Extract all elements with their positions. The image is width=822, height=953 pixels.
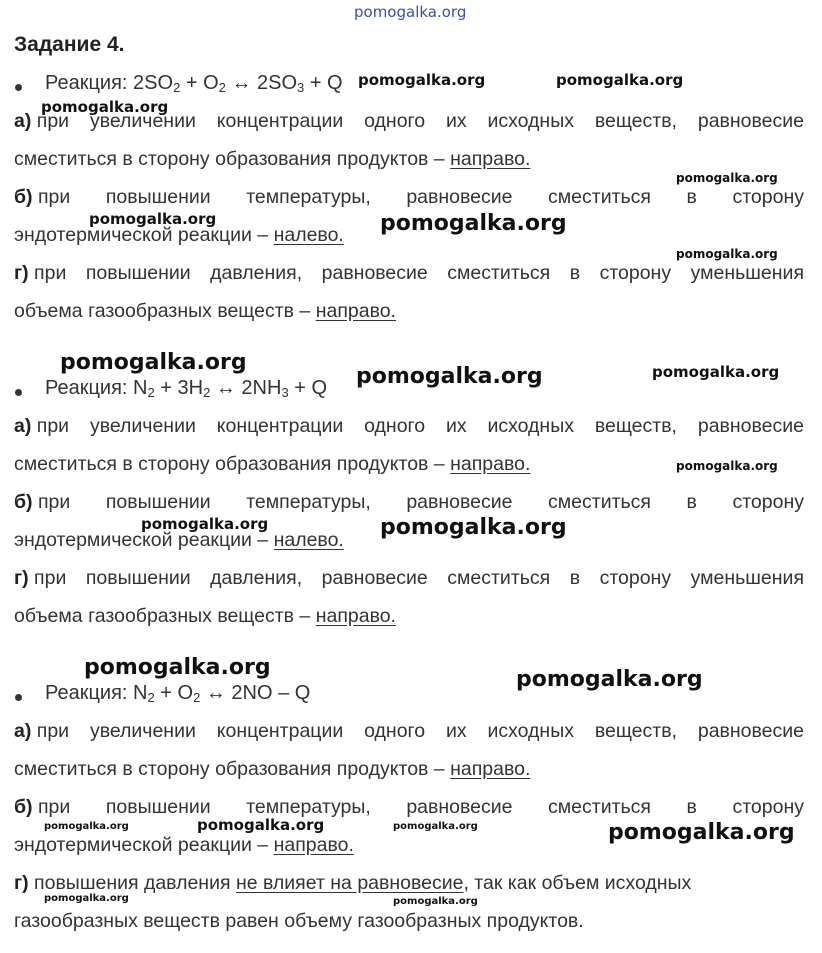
watermark: pomogalka.org	[380, 211, 567, 236]
word: в	[569, 262, 581, 284]
item-label: г)	[14, 872, 29, 894]
word: повышении	[105, 491, 211, 513]
item-label-group	[14, 567, 66, 590]
word: при	[34, 262, 67, 284]
word: сместиться	[548, 796, 651, 818]
text: газообразных веществ равен объему газообразных продуктов.	[14, 910, 584, 932]
word: уменьшения	[690, 567, 804, 589]
answer: налево.	[273, 529, 344, 551]
text: эндотермической реакции –	[14, 529, 269, 551]
text: повышения давления	[34, 872, 231, 894]
watermark: pomogalka.org	[652, 363, 780, 381]
word: сместиться	[447, 262, 551, 284]
word: сторону	[599, 567, 672, 589]
watermark: pomogalka.org	[676, 459, 778, 473]
text: сместиться в сторону образования продуктов –	[14, 453, 445, 475]
word: сместиться	[548, 186, 651, 208]
watermark: pomogalka.org	[60, 350, 247, 375]
watermark: pomogalka.org	[141, 515, 269, 533]
word: их	[445, 720, 467, 742]
item-g-line1	[14, 872, 804, 895]
item-a-line1	[14, 415, 804, 438]
answer: направо.	[315, 300, 396, 322]
word: при	[37, 186, 71, 208]
reaction-equation	[45, 682, 310, 705]
word: веществ,	[594, 720, 677, 742]
word: повышении	[105, 186, 211, 208]
word: равновесие	[321, 262, 428, 284]
watermark: pomogalka.org	[89, 210, 217, 228]
answer: налево.	[273, 224, 344, 246]
text: сместиться в сторону образования продуктов –	[14, 758, 445, 780]
answer: направо.	[273, 834, 354, 856]
watermark: pomogalka.org	[393, 821, 478, 832]
watermark: pomogalka.org	[356, 364, 543, 389]
word: в	[686, 186, 697, 208]
word: при	[37, 796, 71, 818]
item-a-line2	[14, 148, 804, 171]
word: давления,	[210, 567, 303, 589]
watermark: pomogalka.org	[393, 896, 478, 907]
item-g-line2	[14, 605, 804, 628]
item-label: а)	[14, 110, 32, 132]
item-g-line1	[14, 567, 804, 590]
item-g-line2	[14, 300, 804, 323]
word: равновесие	[321, 567, 428, 589]
text: эндотермической реакции –	[14, 224, 269, 246]
word: одного	[364, 415, 426, 437]
word: равновесие	[697, 110, 804, 132]
item-label: а)	[14, 720, 32, 742]
item-label: б)	[14, 186, 33, 208]
item-label-group	[14, 796, 70, 819]
word: температуры,	[246, 796, 371, 818]
word: равновесие	[697, 415, 804, 437]
task-title: Задание 4.	[14, 33, 125, 56]
answer: направо.	[315, 605, 396, 627]
word: веществ,	[594, 415, 677, 437]
word: при	[36, 110, 70, 132]
word: равновесие	[406, 491, 513, 513]
answer: направо.	[450, 758, 531, 780]
reaction-equation	[45, 377, 327, 400]
reaction-equation	[45, 72, 343, 95]
word: в	[569, 567, 581, 589]
text: объема газообразных веществ –	[14, 300, 311, 322]
word: в	[686, 491, 697, 513]
watermark: pomogalka.org	[676, 247, 778, 261]
word: повышении	[105, 796, 211, 818]
word: исходных	[487, 415, 574, 437]
word: сместиться	[548, 491, 651, 513]
answer: не влияет на равновесие	[235, 872, 464, 894]
watermark-top: pomogalka.org	[354, 3, 467, 21]
reaction-prefix: Реакция:	[45, 682, 134, 704]
item-label: б)	[14, 796, 33, 818]
answer: направо.	[450, 148, 531, 170]
item-b-line1	[14, 796, 804, 819]
item-label-group	[14, 720, 69, 743]
word: повышении	[85, 567, 191, 589]
word: в	[686, 796, 697, 818]
watermark: pomogalka.org	[608, 820, 795, 845]
word: сторону	[732, 186, 804, 208]
word: повышении	[85, 262, 191, 284]
reaction-formula: $N_2 + O_2$ ↔ 2NO – Q	[133, 682, 311, 705]
word: при	[34, 567, 67, 589]
word: при	[36, 720, 70, 742]
watermark: pomogalka.org	[676, 171, 778, 185]
text: объема газообразных веществ –	[14, 605, 311, 627]
watermark: pomogalka.org	[41, 98, 169, 116]
item-label: а)	[14, 415, 32, 437]
watermark: pomogalka.org	[84, 655, 271, 680]
word: увеличении	[89, 110, 196, 132]
text: , так как объем исходных	[463, 872, 692, 894]
word: увеличении	[89, 415, 196, 437]
bullet-dot	[15, 84, 22, 91]
item-b-line1	[14, 186, 804, 209]
item-a-line2	[14, 758, 804, 781]
word: концентрации	[216, 110, 344, 132]
item-label: г)	[14, 567, 29, 589]
word: уменьшения	[690, 262, 804, 284]
reaction-formula: $2SO_2 + O_2$ ↔ $2SO_3 + Q$	[133, 72, 343, 95]
word: концентрации	[216, 415, 344, 437]
reaction-prefix: Реакция:	[45, 377, 134, 399]
word: одного	[364, 110, 426, 132]
word: температуры,	[246, 186, 371, 208]
text: сместиться в сторону образования продуктов –	[14, 148, 445, 170]
word: равновесие	[406, 796, 513, 818]
word: равновесие	[406, 186, 513, 208]
word: одного	[364, 720, 426, 742]
watermark: pomogalka.org	[44, 893, 129, 904]
reaction-formula: $N_2 + 3H_2$ ↔ $2NH_3 + Q$	[133, 377, 328, 400]
item-label-group	[14, 186, 70, 209]
word: сместиться	[447, 567, 551, 589]
item-label-group	[14, 262, 66, 285]
word: сторону	[599, 262, 672, 284]
word: исходных	[487, 110, 574, 132]
watermark: pomogalka.org	[197, 816, 325, 834]
item-label: б)	[14, 491, 33, 513]
word: температуры,	[246, 491, 371, 513]
bullet-dot	[15, 694, 22, 701]
word: сторону	[732, 796, 804, 818]
word: веществ,	[594, 110, 677, 132]
reaction-prefix: Реакция:	[45, 72, 134, 94]
text: эндотермической реакции –	[14, 834, 269, 856]
word: исходных	[487, 720, 574, 742]
watermark: pomogalka.org	[516, 667, 703, 692]
item-b-line1	[14, 491, 804, 514]
item-g-line1	[14, 262, 804, 285]
item-label-group	[14, 415, 69, 438]
bullet-dot	[15, 389, 22, 396]
item-g-line2	[14, 910, 804, 933]
item-label-group	[14, 872, 691, 895]
watermark: pomogalka.org	[556, 71, 684, 89]
watermark: pomogalka.org	[380, 515, 567, 540]
watermark: pomogalka.org	[358, 71, 486, 89]
word: при	[36, 415, 70, 437]
word: сторону	[732, 491, 804, 513]
word: равновесие	[697, 720, 804, 742]
item-label-group	[14, 491, 70, 514]
item-a-line1	[14, 720, 804, 743]
word: при	[37, 491, 71, 513]
word: давления,	[210, 262, 303, 284]
word: концентрации	[216, 720, 344, 742]
word: их	[445, 415, 467, 437]
item-label: г)	[14, 262, 29, 284]
answer: направо.	[450, 453, 531, 475]
watermark: pomogalka.org	[44, 821, 129, 832]
word: их	[445, 110, 467, 132]
word: увеличении	[89, 720, 196, 742]
